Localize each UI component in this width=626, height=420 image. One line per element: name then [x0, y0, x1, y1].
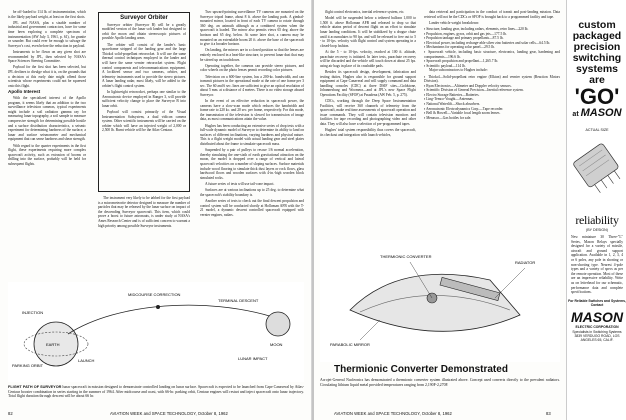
paragraph: Hughes' total system responsibility thus covers the spacecraft, its checkout and integration with launch vehicles,	[320, 128, 416, 137]
paragraph: In the event of an effective reduction in spacecraft power, the cameras have a slow-scan mode which reduces the bandwidth and frame rate to 220 kc. and 20 sec. per frame, respectively. For this mode, the transmission of the television is slowed for transmission of image data, as most communications attain the value.	[200, 99, 304, 122]
diagram-label: TERMINAL DESCENT	[218, 298, 259, 303]
paragraph: Payload will consist primarily of the Visual Instrumentation Subsystem, a dual vidicon camera system. Other scientific instruments will be carried on the orbiter which will have an injected weight of 2,000 or 2,500 lb. Burnt vehicle will be the Atlas-Centaur.	[102, 110, 186, 133]
moon-shape	[266, 312, 290, 336]
actual-size-label: ACTUAL SIZE	[585, 128, 609, 132]
diagram-label: LUNAR IMPACT	[238, 356, 268, 361]
page-number: 82	[8, 411, 13, 416]
weight-item: ▪ Propulsion, engines, gyros, orbit and gas jets—177.5 lb.	[424, 31, 507, 36]
ad-contact: For Reliable Switches and Systems, Contact	[568, 298, 626, 308]
left-page	[0, 0, 312, 420]
paragraph: With the specialized interest of the Apollo program, it seems likely that an addition to the two surveillance television cameras, typical experiments might include a soil radiation gamma ray for measuring lunar topography, a soil sample to measure compressive strength for determining possible hostile and a surface distribution characteristics, a seismic experiment for determining hardness of the surface, a lunar and surface seismometer and mechanical equipment that can sense hardness and shear strength.	[8, 95, 86, 142]
right-column-2	[424, 10, 560, 238]
subcontractor-item: ▪ Thiokol—Solid-propellant retro engine (Elkton) and vernier system (Reaction Motors Division).	[424, 74, 560, 84]
subcontractor-item: ▪ Electro Storage Batteries—Batteries.	[424, 92, 480, 97]
diagram-label: EARTH	[46, 342, 60, 347]
weight-item: ▪ Electrical power, including recharge-able silver zinc batteries and solar cells—64.5 lb.	[424, 40, 551, 45]
thermionic-converter-illustration	[320, 240, 560, 362]
paragraph: Besides its spacecraft design, development, fabrication and testing duties, Hughes also is responsible for ground support equipment at Cape Canaveral and will supply command and data handling consoles (CDC) at three DSIF sites—Goldstone, Johannesburg and Woomera—and at JPL's new Space Flight Operations Facility (SFOF) at Pasadena (AW Feb. 5, p. 275).	[320, 69, 416, 97]
paragraph: With regard to the quarter experiments in the first flight, these experiments requiring more complex spacecraft activity, such as extrusion of booms or drilling into the surface, probably will be held for subsequent flights.	[8, 143, 86, 166]
paragraph: data retrieval and participation in the conduct of transit and post-landing mission. Data retrieval will not be the CDCs or SFOF is brought back to a programmed facility and tape.	[424, 10, 560, 19]
paragraph: Model will be suspended below a tethered balloon 1,000 to 1,500 ft. above Holloman AFB and released to drop so that vehicle attains period of descent flight on an effort to simulate lunar landing conditions. It will be stabilized by a drogue chute until it accumulates to 90 fps. and will be released to free out to 5 - to 10-fps. velocity with flight control and system operating in a closed-loop fashion.	[320, 16, 416, 48]
paragraph: A future series of tests will use tail-cone impact.	[205, 181, 275, 186]
subcontractor-item: ▪ National Waterlift—Shock absorbers.	[424, 102, 481, 107]
weight-item: ▪ Scientific payload—114 lb.	[424, 63, 466, 68]
diagram-label: PARKING ORBIT	[12, 363, 44, 368]
paragraph: Television on a 600-line system, has a 200-kc. bandwidth, and can transmit pictures in the operational mode at the rate of one frame per 3 sec. The 60 and 6 sec. lines are sufficient to give an optical resolution of about 5 mm. at a distance of 4 meters. There is no video storage aboard Surveyor.	[200, 74, 304, 97]
ad-headline: custom packaged precision switching systems are 'GO' at MASON	[572, 19, 622, 119]
ad-division: Specialists in Switching Systems	[572, 329, 622, 334]
paragraph: Surveyor orbiter (Surveyor B) will be a greatly modified version of the lunar soft lander but designed to orbit the moon and obtain stereoscopic pictures of possible Apollo landing areas.	[102, 22, 186, 41]
figure-caption	[8, 385, 304, 399]
ad-body: New miniature 30 Three-"L" Series, Mason Relays specially designed for a variety of missile, aircraft and ground support application. Available in 1, 2, 3, 4 or 6 poles, any pole in shorting or non-shorting type. Nearest 4-pole types and a variety of specs as per the remote operation. Most of these are an impressive reliability. Write us on letterhead for our schematic, performance data and complete specifications.	[571, 235, 623, 295]
ad-logo: MASON	[570, 309, 624, 326]
diagram-label: MIDCOURSE CORRECTION	[128, 292, 181, 297]
paragraph: Major subcontractors to Hughes include:	[429, 68, 488, 73]
weight-item: ▪ Propulsion tankage and primary propellants—87.5 lb.	[424, 36, 504, 41]
paragraph: Another series of tests to check out the final descent propulsion and control system will be conducted shortly at Holloman AFB with the T-21 model, a dynamic descent controlled spacecraft equipped with vernier engines, radars.	[200, 198, 304, 217]
weight-item: ▪ Mechanisms for operating solar panel—29.5 lb.	[424, 45, 495, 50]
subcontractor-item: ▪ Menasco—Gas bottles for sale.	[424, 115, 472, 120]
diagram-label: LAUNCH	[78, 358, 95, 363]
paragraph: CDCs, working through the Deep Space Instrumentation Facilities, will receive 360 channels of telemetry from the spacecraft, make real time assessments of spacecraft operation and issue commands. They will contain television monitors and facilities for tape recording and photographing video and other data. They will also have a selection of pre-programmed tapes.	[320, 99, 416, 127]
ad-company: ELECTRIC CORPORATION	[575, 325, 619, 330]
paragraph: Payload for the first shot has been selected, but JPL declines to divulge what it is, on the grounds that a decision at this early date might offend those scientists whose experiments could not be squeezed onto this flight.	[8, 65, 86, 88]
diagram-label: PARABOLIC MIRROR	[330, 342, 370, 347]
left-column-2	[98, 196, 190, 278]
weight-item: ▪ Structure, landing gear, including radars, elements, retro lines—220 lb.	[424, 26, 529, 31]
ad-address: 3839 VERDUGO ROAD, LOS ANGELES 65, CALIF.	[574, 333, 620, 343]
left-column-3	[200, 10, 304, 278]
paragraph: Instruments to be flown on any given shot are recommended by JPL, then selected by NASA's Space Sciences Steering Committee.	[8, 49, 86, 64]
left-column-1	[8, 10, 86, 278]
weight-item: ▪ Spacecraft vehicle, including basic structure, electronics, landing gear, hardening and compartments—196.6 lb.	[424, 49, 560, 59]
paragraph: In lightweight retrorocket, perhaps one similar to the Aeronutronic device employed in Ranger 3, will provide sufficient velocity change to place the Surveyor B into lunar orbit.	[102, 90, 186, 108]
subcontractor-item: ▪ Aeronutronic Electrodynamics Corp.—Tape recorder.	[424, 106, 504, 111]
folio-title: AVIATION WEEK and SPACE TECHNOLOGY, October 8, 1962	[110, 411, 228, 416]
paragraph: Operating together, the cameras can provide stereo pictures, and color wheels on the photo lenses permit recording color pictures.	[200, 63, 304, 73]
diagram-label: MOON	[270, 342, 283, 347]
paragraph: At the 5 - to 10-fps. velocity, reached at 100 ft. altitude, parachute recovery is initiated. In later tests, parachute recovery will be discarded and the vehicle will touch down at about 25 fps. using air bags in place of its crushable pads.	[320, 49, 416, 68]
diagram-label: RADIATOR	[515, 260, 536, 265]
weight-item: ▪ Spacecraft propulsion and propellant—1,265.7 lb.	[424, 59, 499, 64]
subcontractor-item: ▪ Scientific Division of General Precision—Inertial reference system.	[424, 88, 524, 93]
paragraph: On landing, the mirrors are in a closed position so that the lenses are entirely enclosed in a heat-like structure, to prevent lunar dust that may be stirred up on touchdown.	[200, 48, 304, 62]
advertisement	[566, 0, 626, 420]
page-number: 83	[546, 411, 551, 416]
midcourse-marker	[156, 305, 160, 309]
paragraph: flight control electronics, inertial reference system, etc.	[325, 10, 405, 14]
ad-reliability: reliability	[575, 213, 619, 227]
paragraph: be off-loaded to 114 lb. of instrumentation, which is the likely payload weight, at least on the first shots.	[8, 10, 86, 19]
paragraph: The instrument very likely to be tabbed for the first payload is a micrometeorite detector designed to measure the number of particles that may be released by the lunar surface on impact of the descending Surveyor spacecraft. This item, which could prove a boost to future astronauts, is under study at NASA's Ames Research Center and is of sufficient concern to warrant a high priority among possible Surveyor instruments.	[98, 196, 190, 228]
subcontractor-item: ▪ Ling-Temco-Vought—Antennas.	[424, 97, 474, 102]
ad-by-design: (BY DESIGN)	[586, 228, 608, 232]
flight-path-diagram	[8, 282, 304, 382]
subcontractor-item: ▪ Ryan Electronics—Altimeter and Doppler velocity sensors.	[424, 83, 512, 88]
paragraph: Hughes has been conducting an extensive series of drop tests with a full-scale dynamic model of Surveyor to determine its ability to land on surfaces of different inclinations, varying hardness and physical nature. This is a flight weight model with actual landing gear and steel plates distributed about the frame to simulate spacecraft mass.	[200, 123, 304, 146]
right-column-1	[320, 10, 416, 238]
box-title: Surveyor Orbiter	[120, 15, 168, 21]
paragraph: JPL and NASA, plus a sizable number of industrial and government contractors, have for some time been exploring a complete spectrum of instrumentation (AW July 3, 1961, p. 61), for granite or sounder. But could ever be enough to salvage the Surveyor's cost, even before the reduction in payload.	[8, 20, 86, 48]
article-headline: Thermionic Converter Demonstrated	[334, 364, 508, 375]
subcontractor-item: ▪ Bell & Howell—Variable focal length zoom lenses.	[424, 111, 501, 116]
paragraph: Lander vehicle weight breakdown:	[429, 20, 479, 25]
paragraph: The orbiter will consist of the lander's basic spaceframe stripped of the landing gear and the large Thiokol solid-propellant retrorocket. It will use the same thermal control techniques employed in the lander and will have the same vernier retrorocket system. Flight control components and telecommunications equipment. A lockheed sensor and two cameras, orbiter, and telemetry instruments used to provide the stereo pictures. A lunar landing radar, most likely, will be added to the orbiter's flight control system.	[102, 42, 186, 88]
sidebar-box	[98, 12, 190, 192]
folio-title: AVIATION WEEK and SPACE TECHNOLOGY, October 8, 1962	[334, 411, 452, 416]
paragraph: Suspended by a pair of pulleys to rescue 1/6 normal acceleration, thereby simulating the one-sixth of earth gravitational attraction on the moon, the model is dropped over a range of vertical and lateral spacecraft velocities on a number of sloping surfaces. Surface materials include wood flooring to simulate thick dust layers or rock flows, glass hardwood floors and wooden surfaces with 4-in.-high wooden block simulated rocks.	[200, 148, 304, 180]
relay-product-image	[567, 132, 626, 202]
paragraph: Surfaces are at various inclinations up to 25 deg. to determine what the spacecraft's stability boundary is.	[200, 188, 304, 197]
section-heading: Apollo Interest	[8, 88, 41, 94]
paragraph: Two upward-pointing surveillance TV cameras are mounted on the Surveyor tripod frame, about 8 ft. above the landing pads. A gimbal-mounted mirror, located in front of each TV camera to rotate through 360 deg. an azimuth although as a combined system when the spacecraft is loaded. The mirror also permits views 65 deg. above the horizon and 65 deg. below. At some later shot, a camera may be mounted on an extendable boom 20 ft. above the base of the spacecraft to give it a broader horizon.	[200, 10, 304, 47]
caption-lead: FLIGHT PATH OF SURVEYOR	[8, 385, 62, 389]
diagram-label: THERMIONIC CONVERTER	[380, 254, 432, 259]
diagram-label: INJECTION	[22, 310, 44, 315]
caption-text: lunar spacecraft in mission designed to demonstrate controlled landing on lunar surface. Spacecraft is expected to be launched from Cape Canaveral by Atlas-Centaur booster combination in series starting in the summer of 1964. After midcourse and coast, with 66-hr. parking orbit, Centaur engines will restart and inject spacecraft onto lunar trajectory. Total flight duration through descent will be about 66 hr.	[8, 385, 304, 399]
figure-caption: Acrojet-General Nucleonics has demonstrated a thermionic converter system illustrated above. Concept used converts directly to the prevalent radiators. Circulating lithium liquid metal provided temperatures ranging from 2,190F-2,270F.	[320, 378, 560, 387]
